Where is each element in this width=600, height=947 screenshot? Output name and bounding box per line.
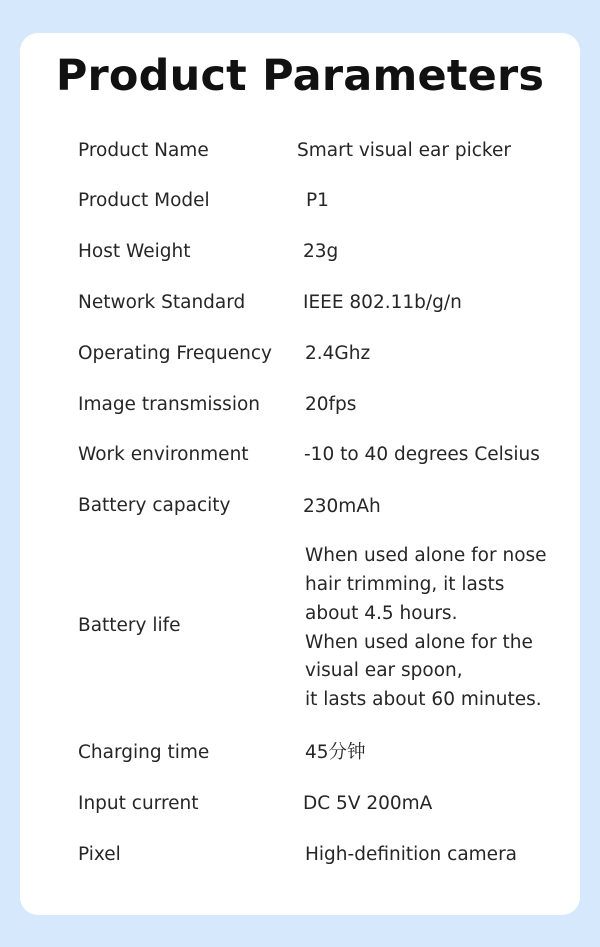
param-value-battery-life-line-3: about 4.5 hours.: [305, 603, 458, 624]
param-value-network-standard: IEEE 802.11b/g/n: [303, 292, 462, 313]
page-title: Product Parameters: [55, 51, 545, 101]
param-label-input-current: Input current: [78, 793, 199, 814]
param-value-host-weight: 23g: [303, 241, 339, 262]
param-value-pixel: High-definition camera: [305, 844, 518, 865]
param-label-operating-frequency: Operating Frequency: [78, 343, 272, 364]
param-value-battery-life-line-6: it lasts about 60 minutes.: [305, 689, 542, 710]
param-value-battery-capacity: 230mAh: [303, 496, 381, 517]
param-value-product-model: P1: [306, 190, 329, 211]
param-value-battery-life-line-1: When used alone for nose: [305, 545, 547, 566]
param-value-battery-life-line-4: When used alone for the: [305, 632, 533, 653]
param-value-battery-life-line-5: visual ear spoon,: [305, 660, 463, 681]
param-value-image-transmission: 20fps: [305, 394, 357, 415]
param-label-product-name: Product Name: [78, 140, 209, 161]
param-value-input-current: DC 5V 200mA: [303, 793, 433, 814]
param-value-battery-life-line-2: hair trimming, it lasts: [305, 574, 505, 595]
param-label-work-environment: Work environment: [78, 444, 249, 465]
param-label-battery-capacity: Battery capacity: [78, 495, 231, 516]
param-label-pixel: Pixel: [78, 844, 121, 865]
param-value-operating-frequency: 2.4Ghz: [305, 343, 371, 364]
param-label-product-model: Product Model: [78, 190, 210, 211]
param-value-charging-time: 45分钟: [305, 742, 366, 763]
param-label-network-standard: Network Standard: [78, 292, 246, 313]
param-label-charging-time: Charging time: [78, 742, 210, 763]
param-value-product-name: Smart visual ear picker: [297, 140, 511, 161]
param-label-host-weight: Host Weight: [78, 241, 191, 262]
param-label-image-transmission: Image transmission: [78, 394, 261, 415]
param-label-battery-life: Battery life: [78, 615, 181, 636]
param-value-work-environment: -10 to 40 degrees Celsius: [304, 444, 540, 465]
